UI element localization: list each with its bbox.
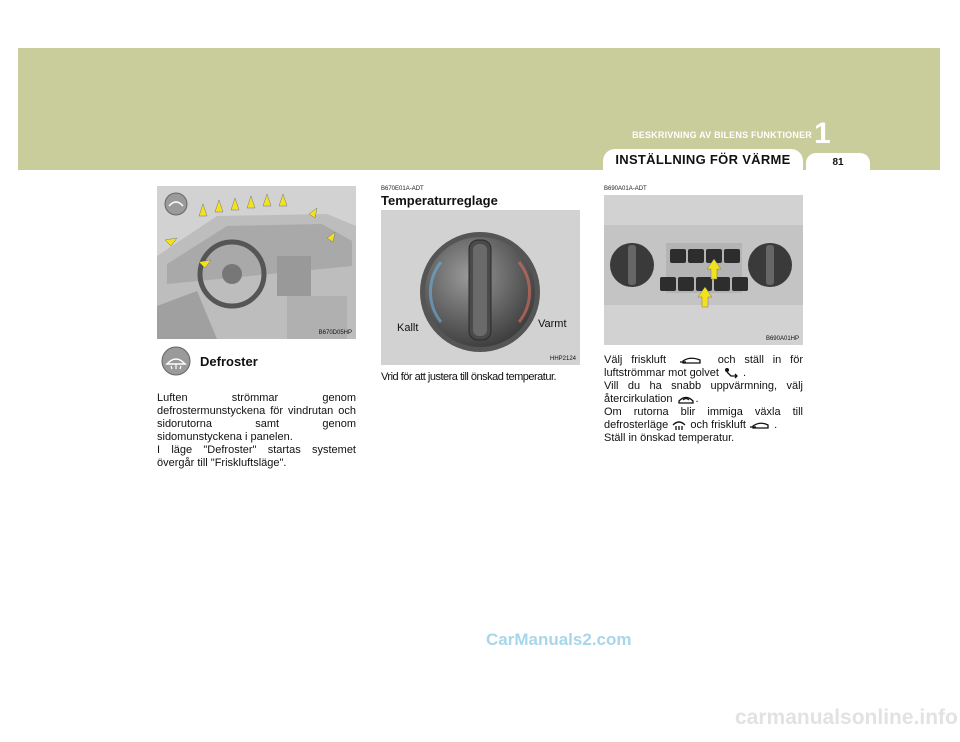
temperature-heading: Temperaturreglage	[381, 193, 498, 208]
defroster-text-1: Luften strömmar genom defrostermunstyckena för vindrutan och sidorutorna samt genom sidomunstyckena i panelen.	[157, 392, 356, 443]
defroster-paragraph	[157, 392, 356, 470]
page-number-tab	[806, 153, 870, 171]
heating-ref-code: B690A01A-ADT	[604, 186, 647, 192]
text-foggy-windows: Om rutorna blir immiga växla till defrosterläge	[604, 406, 803, 431]
temperature-knob-illustration	[381, 210, 580, 365]
text-quick-heating: Vill du ha snabb uppvärmning, välj återcirkulation	[604, 380, 803, 405]
chapter-number: 1	[814, 117, 831, 150]
dashboard-illustration	[157, 186, 356, 339]
temperature-knob-figure	[381, 210, 580, 365]
section-label: BESKRIVNING AV BILENS FUNKTIONER	[632, 130, 812, 140]
defroster-text-2: I läge "Defroster" startas systemet övergår till "Friskluftsläge".	[157, 444, 356, 469]
recirculation-icon	[676, 394, 696, 405]
page-title-tab	[603, 149, 803, 171]
text-period: .	[774, 419, 778, 431]
label-cold: Kallt	[397, 322, 419, 334]
defroster-symbol-icon	[671, 419, 687, 431]
watermark-carmanuals: CarManuals2.com	[486, 630, 632, 649]
figure-code: B690A01HP	[765, 336, 799, 342]
temperature-paragraph: Vrid för att justera till önskad temperatur.	[381, 371, 557, 383]
dashboard-defroster-figure	[157, 186, 356, 339]
watermark-site: carmanualsonline.info	[735, 706, 958, 729]
temperature-ref-code: B670E01A-ADT	[381, 186, 424, 192]
figure-code: B670D05HP	[318, 330, 352, 336]
defroster-icon-small	[165, 193, 187, 215]
text-select-fresh-air: Välj friskluft	[604, 354, 667, 366]
control-panel-figure	[604, 195, 803, 345]
control-panel-illustration	[604, 195, 803, 345]
figure-code: HHP2124	[549, 356, 576, 362]
floor-airflow-icon	[722, 367, 740, 379]
text-and-fresh-air: och friskluft	[690, 419, 746, 431]
label-warm: Varmt	[538, 318, 567, 330]
fresh-air-icon	[749, 420, 771, 431]
page-number: 81	[832, 157, 844, 168]
text-set-temperature: Ställ in önskad temperatur.	[604, 432, 735, 444]
text-floor-airflow: och ställ in för luftströmmar mot golvet	[604, 354, 803, 379]
text-period: .	[695, 393, 699, 405]
fresh-air-icon	[675, 355, 709, 366]
heating-paragraph	[604, 354, 803, 445]
page-title: INSTÄLLNING FÖR VÄRME	[615, 152, 791, 167]
defroster-heading: Defroster	[200, 354, 258, 369]
defroster-icon	[157, 346, 195, 376]
text-period: .	[743, 367, 747, 379]
